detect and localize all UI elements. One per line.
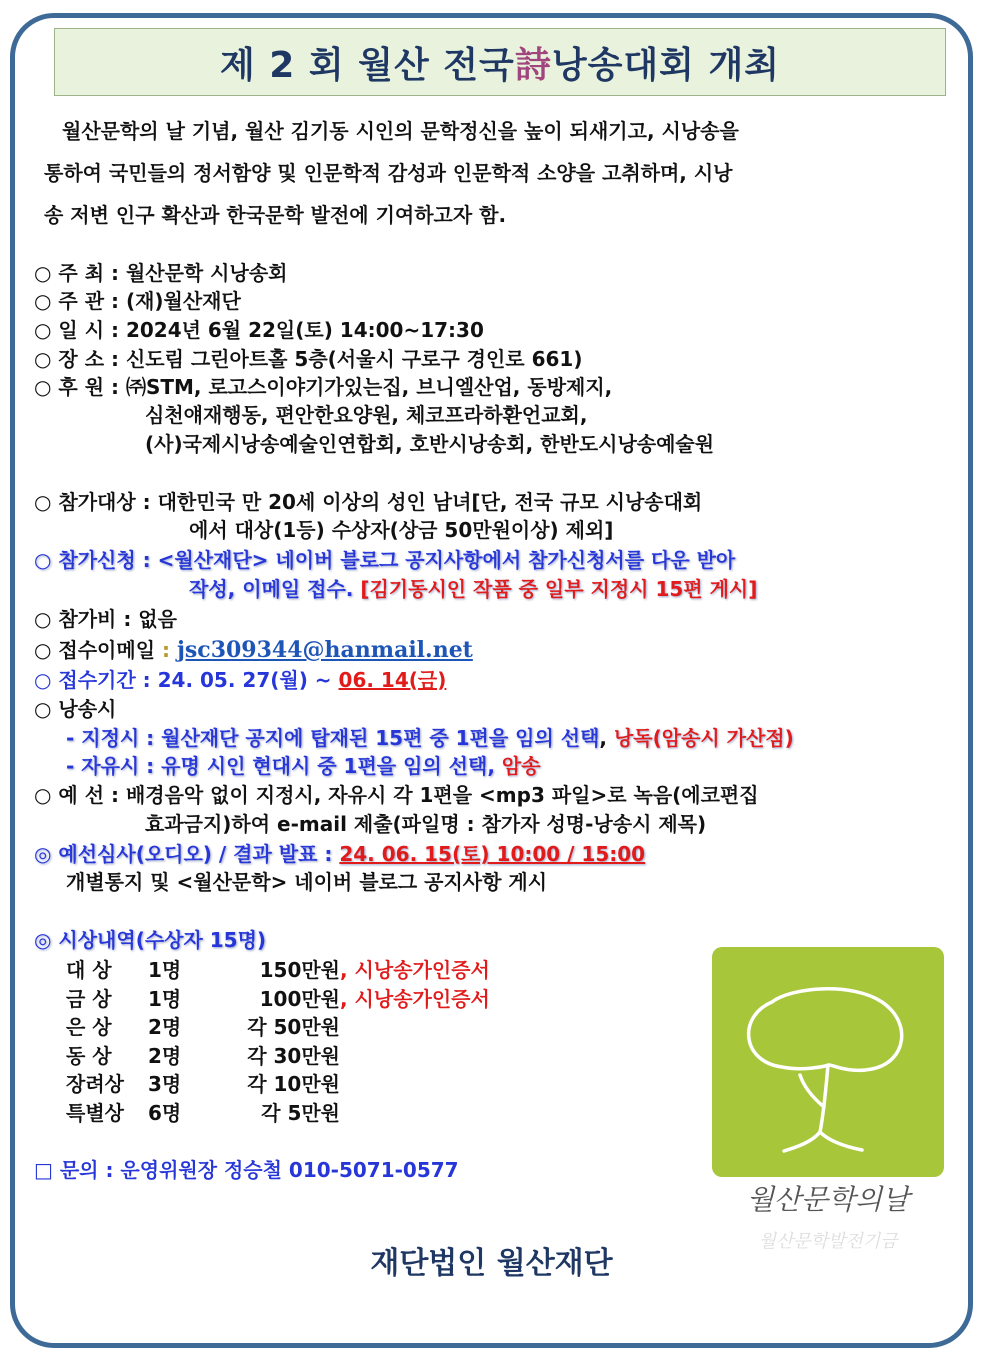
intro-paragraph: [44, 110, 904, 236]
logo-caption: 월산문학의날: [746, 1183, 910, 1216]
host-row: ○ 주 최 : 월산문학 시낭송회: [34, 261, 288, 285]
award-count: 2명: [148, 1043, 182, 1068]
award-row: [66, 1042, 340, 1070]
intro-line: 월산문학의 날 기념, 월산 김기동 시인의 문학정신을 높이 되새기고, 시낭송을: [62, 119, 739, 143]
review-row: ◎ 예선심사(오디오) / 결과 발표 : 24. 06. 15(토) 10:00 / 15:00: [34, 842, 646, 866]
awards-title: ◎ 시상내역(수상자 15명): [34, 928, 267, 952]
award-amount: 각 50만원: [247, 1015, 340, 1039]
award-count: 2명: [148, 1015, 182, 1039]
award-certificate: , 시낭송가인증서: [340, 986, 490, 1011]
award-count: 3명: [148, 1072, 182, 1096]
intro-line: 송 저변 인구 확산과 한국문학 발전에 기여하고자 함.: [44, 203, 507, 227]
poem-character: 詩: [514, 43, 552, 86]
apply-row: ○ 참가신청 : <월산재단> 네이버 블로그 공지사항에서 참가신청서를 다운 받아: [34, 548, 736, 572]
award-count: 6명: [148, 1100, 182, 1125]
fee-row: ○ 참가비 : 없음: [34, 607, 177, 631]
award-rank: 특별상: [66, 1100, 124, 1125]
award-rank: 금 상: [66, 986, 112, 1011]
award-rank: 장려상: [66, 1072, 124, 1096]
review-row-cont: 개별통지 및 <월산문학> 네이버 블로그 공지사항 게시: [66, 870, 548, 894]
award-amount: 각 10만원: [247, 1072, 340, 1096]
wolsan-literature-day-logo: [712, 947, 944, 1277]
award-amount: 100만원: [259, 986, 340, 1011]
award-row: [66, 1099, 340, 1127]
email-row: ○ 접수이메일 : jsc309344@hanmail.net: [34, 637, 473, 663]
period-row: ○ 접수기간 : 24. 05. 27(월) ~ 06. 14(금): [34, 668, 447, 692]
award-amount: 150만원: [259, 958, 340, 982]
designated-row: - 지정시 : 월산재단 공지에 탑재된 15편 중 1편을 임의 선택, 낭독(암송시 가산점): [66, 726, 794, 750]
organizer-row: ○ 주 관 : (재)월산재단: [34, 289, 241, 313]
venue-row: ○ 장 소 : 신도림 그린아트홀 5층(서울시 구로구 경인로 661): [34, 347, 583, 371]
prelim-row-cont: 효과금지)하여 e-mail 제출(파일명 : 참가자 성명-낭송시 제목): [145, 812, 707, 836]
intro-line: 통하여 국민들의 정서함양 및 인문학적 감성과 인문학적 소양을 고취하며, 시낭: [44, 161, 733, 185]
award-rank: 동 상: [66, 1043, 112, 1068]
sponsor-row-cont: (사)국제시낭송예술인연합회, 호반시낭송회, 한반도시낭송예술원: [145, 432, 715, 456]
award-row: [66, 1013, 340, 1041]
award-row: [66, 985, 490, 1013]
recite-row: ○ 낭송시: [34, 697, 117, 721]
award-row: [66, 1070, 340, 1098]
target-row-cont: 에서 대상(1등) 수상자(상금 50만원이상) 제외]: [189, 518, 614, 542]
logo-subcaption: 월산문학발전기금: [758, 1231, 898, 1252]
sponsor-row: ○ 후 원 : ㈜STM, 로고스이야기가있는집, 브니엘산업, 동방제지,: [34, 375, 613, 399]
award-amount: 각 5만원: [261, 1100, 340, 1125]
title-banner: [54, 28, 946, 96]
prelim-row: ○ 예 선 : 배경음악 없이 지정시, 자유시 각 1편을 <mp3 파일>로 녹음(에코편집: [34, 783, 759, 807]
free-poem-row: - 자유시 : 유명 시인 현대시 중 1편을 임의 선택, 암송: [66, 754, 541, 778]
award-count: 1명: [148, 986, 182, 1011]
target-row: ○ 참가대상 : 대한민국 만 20세 이상의 성인 남녀[단, 전국 규모 시낭송대회: [34, 490, 703, 514]
award-certificate: , 시낭송가인증서: [340, 958, 490, 982]
email-link[interactable]: jsc309344@hanmail.net: [176, 637, 473, 663]
date-row: ○ 일 시 : 2024년 6월 22일(토) 14:00~17:30: [34, 318, 484, 342]
award-amount: 각 30만원: [247, 1043, 340, 1068]
award-row: [66, 956, 490, 984]
award-rank: 은 상: [66, 1015, 112, 1039]
inquiry-row: □ 문의 : 운영위원장 정승철 010-5071-0577: [34, 1158, 459, 1182]
page-title: 제 2 회 월산 전국詩낭송대회 개최: [219, 43, 781, 86]
award-rank: 대 상: [66, 958, 112, 982]
apply-row-cont: 작성, 이메일 접수. [김기동시인 작품 중 일부 지정시 15편 게시]: [189, 577, 758, 601]
sponsor-row-cont: 심천얘재행동, 편안한요양원, 체코프라하환언교회,: [145, 403, 588, 427]
organization-name: 재단법인 월산재단: [370, 1246, 613, 1281]
award-count: 1명: [148, 958, 182, 982]
